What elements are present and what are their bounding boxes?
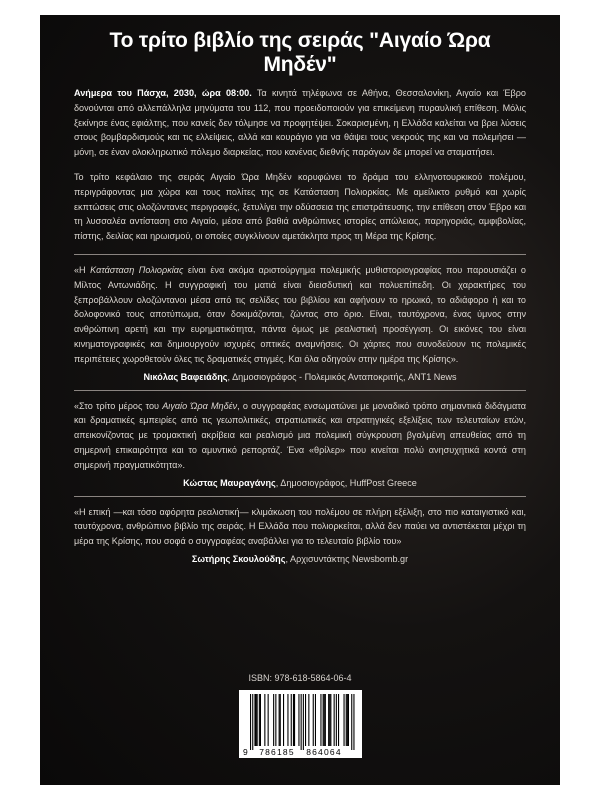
barcode-bar [264, 694, 265, 746]
barcode-bar [347, 694, 348, 746]
quote-text [74, 505, 526, 549]
quote-text [74, 263, 526, 367]
description-paragraph: Το τρίτο κεφάλαιο της σειράς Αιγαίο Ώρα Μηδέν κορυφώνει το δράμα του ελληνοτουρκικού πολέμου, περιγράφοντας μια χώρα και τους πολίτες της σε Κατάσταση Πολιορκίας. Με αμείλικτο ρυθμό και χωρίς εκπτώσεις στις ολοζώντανες περιγραφές, ξετυλίγει την οδύσσεια της επιστράτευσης, την επίθεση στον Έβρο και τη λυσσαλέα αντίσταση στο Αιγαίο, μέσα από βαθιά ανθρώπινες ιστορίες απώλειας, παρηγοριάς, αμφιβολίας, πίστης, δειλίας και ηρωισμού, οι οποίες συγκλίνουν αμετάκλητα προς τη Μέρα της Κρίσης. [74, 171, 526, 242]
barcode-bar [330, 694, 331, 746]
quote-block-1 [74, 263, 526, 382]
barcode-bar [334, 694, 335, 746]
barcode-bar [279, 694, 280, 746]
barcode-right-digits: 864064 [306, 747, 342, 757]
barcode-bar [291, 694, 292, 746]
barcode-bar [301, 694, 302, 750]
barcode-bar [305, 694, 306, 746]
barcode-bar [275, 694, 276, 746]
quote-text-emphasis: Κατάσταση Πολιορκίας [90, 264, 184, 275]
quote-text [74, 399, 526, 473]
barcode-bar [280, 694, 281, 746]
divider [74, 390, 526, 391]
barcode-bar [323, 694, 324, 746]
barcode-left-digits: 786185 [259, 747, 295, 757]
intro-text: Τα κινητά τηλέφωνα σε Αθήνα, Θεσσαλονίκη, Αιγαίο και Έβρο δονούνται από αλλεπάλληλα μηνύματα του 112, που προειδοποιούν για επικείμενη πυραυλική επίθεση. Μόλις ξεκίνησε ένας εφιάλτης, που κανείς δεν τόλμησε να προφητέψει. Σοκαρισμένη, η Ελλάδα καλείται να βρει λύσεις στους βομβαρδισμούς και τις ελλείψεις, αλλά και κουράγιο για να θάψει τους νεκρούς της και να πολεμήσει —μόνη, σε έναν ολοκληρωτικό πόλεμο διαρκείας, που κανένας διεθνής παράγων δε μπορεί να σταματήσει. [74, 88, 526, 158]
barcode-bar [308, 694, 309, 746]
quote-text-pre: «Στο τρίτο μέρος του [74, 400, 163, 411]
barcode-bar [252, 694, 253, 750]
quote-text-emphasis: Αιγαίο Ώρα Μηδέν [162, 400, 238, 411]
barcode-bar [260, 694, 261, 746]
barcode-bar [254, 694, 255, 746]
quote-author: Νικόλας Βαφειάδης [143, 371, 228, 382]
quote-attribution [74, 478, 526, 488]
quote-attribution [74, 554, 526, 564]
quote-text-pre: «Η [74, 264, 91, 275]
divider [74, 254, 526, 255]
isbn-barcode [239, 690, 362, 758]
barcode-bar [351, 694, 352, 750]
barcode-bar [268, 694, 269, 746]
barcode-bar [257, 694, 258, 746]
barcode-bar [344, 694, 345, 746]
barcode-bar [353, 694, 354, 750]
quote-text-pre: «Η επική —και τόσο αφόρητα ρεαλιστική— κλιμάκωση του πολέμου σε πλήρη εξέλιξη, στο πιο καταιγιστικό και, ταυτόχρονα, ανθρώπινο βιβλίο της σειράς. Η Ελλάδα που πολιορκείται, αλλά δεν παύει να αντιστέκεται μέχρι τη μέρα της Κρίσης, που σοφά ο συγγραφέας αναβάλλει για το τελευταίο βιβλίο του» [74, 506, 526, 547]
quote-author: Σωτήρης Σκουλούδης [191, 553, 286, 564]
barcode-bar [283, 694, 284, 746]
barcode-bar [250, 694, 251, 750]
intro-paragraph [74, 86, 526, 160]
barcode-bar [329, 694, 330, 746]
barcode-bar [348, 694, 349, 746]
quote-author-role: , Αρχισυντάκτης Newsbomb.gr [285, 553, 409, 564]
cover-title: Το τρίτο βιβλίο της σειράς "Αιγαίο Ώρα Μηδέν" [109, 29, 491, 76]
barcode-bars [250, 694, 355, 750]
barcode-bar [259, 694, 260, 746]
quote-text-post: είναι ένα ακόμα αριστούργημα πολεμικής μυθιστοριογραφίας που παρουσιάζει ο Μίλτος Αντωνιάδης. Η συγγραφική του ματιά είναι διεισδυτική και πολυεπίπεδη. Οι χαρακτήρες του ξεπροβάλλουν ολοζώντανοι μέσα από τις σελίδες του βιβλίου και αφήνουν το ηρωικό, το αδιάφορο ή και το δολοφονικό τους αποτύπωμα, όταν δοκιμάζονται, ζώντας στο όριο. Είναι, ταυτόχρονα, ένας ύμνος στην ανθρώπινη αρετή και την ευρηματικότητα, πάντα όμως με ρεαλιστική προσέγγιση. Οι εικόνες του είναι κινηματογραφικές και δημιουργούν ισχυρές οπτικές αναμνήσεις. Οι χάρτες που συνοδεύουν τις πολεμικές περιπέτειες χωροθετούν όλες τις δραματικές στιγμές. Και όλα οδηγούν στην ημέρα της Κρίσης». [74, 264, 526, 364]
barcode-bar [256, 694, 257, 746]
quote-attribution [74, 372, 526, 382]
barcode-bar [324, 694, 325, 746]
quote-block-3 [74, 505, 526, 564]
barcode-graphic [239, 690, 362, 758]
quote-author: Κώστας Μαυραγάνης [183, 477, 276, 488]
intro-lead: Ανήμερα του Πάσχα, 2030, ώρα 08:00. [74, 88, 252, 98]
barcode-bar [320, 694, 321, 746]
barcode-bar [328, 694, 329, 746]
barcode-bar [315, 694, 316, 746]
quote-text-post: , ο συγγραφέας ενσωματώνει με μοναδικό τρόπο σημαντικά διδάγματα και δραματικές εμπειρίες από τις γεωπολιτικές, στρατιωτικές και στρατηγικές εξελίξεις των τελευταίων ετών, απεικονίζοντας με τρομακτική ακρίβεια και ρεαλισμό μια πολεμική σύγκρουση βγαλμένη απευθείας από τη σημερινή επικαιρότητα και το αμυντικό ρεπορτάζ. Ένα «θρίλερ» που κινείται πολύ ανησυχητικά κοντά στη σημερινή πραγματικότητα». [74, 400, 527, 470]
quote-block-2 [74, 399, 526, 488]
barcode-bar [336, 694, 337, 746]
barcode-bar [338, 694, 339, 746]
barcode-first-digit: 9 [243, 747, 248, 757]
book-back-cover [40, 15, 560, 785]
barcode-bar [294, 694, 295, 746]
quote-author-role: , Δημοσιογράφος - Πολεμικός Ανταποκριτής, ANT1 News [227, 371, 457, 382]
barcode-bar [325, 694, 326, 746]
quote-author-role: , Δημοσιογράφος, HuffPost Greece [275, 477, 417, 488]
divider [74, 496, 526, 497]
barcode-bar [287, 694, 288, 746]
isbn-label: ISBN: 978-618-5864-06-4 [248, 673, 352, 683]
barcode-bar [303, 694, 304, 750]
barcode-bar [313, 694, 314, 746]
barcode-bar [273, 694, 274, 746]
barcode-bar [298, 694, 299, 746]
barcode-bar [346, 694, 347, 746]
barcode-bar [293, 694, 294, 746]
